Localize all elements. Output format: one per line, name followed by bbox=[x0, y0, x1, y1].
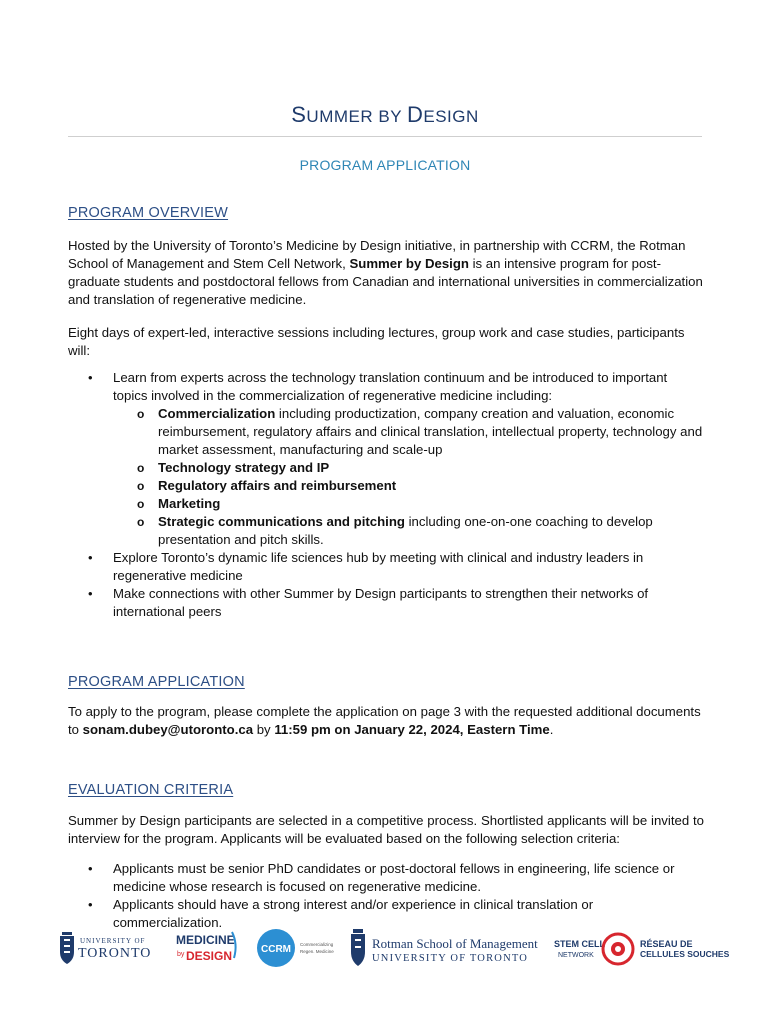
title-divider bbox=[68, 136, 702, 137]
overview-bullet-list bbox=[68, 369, 704, 621]
evaluation-intro: Summer by Design participants are selected in a competitive process. Shortlisted applicants will be invited to interview for the program. Applicants will be evaluated based on the following selection criteria: bbox=[68, 813, 704, 846]
application-heading: PROGRAM APPLICATION bbox=[68, 674, 245, 690]
uoft-crest-icon bbox=[60, 932, 74, 964]
rotman-logo bbox=[348, 924, 544, 972]
list-item: o Commercialization including productization, company creation and valuation, economic reimbursement, regulatory affairs and clinical translation, intellectual property, technology and market assessment, manufacturing and scale-up bbox=[137, 406, 703, 457]
criteria-bullet-list bbox=[68, 860, 704, 932]
list-item: • Learn from experts across the technology translation continuum and be introduced to important topics involved in the commercialization of regenerative medicine including: o Commercialization including productization, company creation and valuation, economic reimbursement, regulatory affairs and clinical translation, intellectual property, technology and market assessment, manufacturing and scale-up o Technology strategy and IP o Regulatory affairs and reimbursement o Marketing o Strategic communications and pitching including one-on-one coaching to develop presentation and pitch skills. bbox=[88, 370, 703, 547]
bullet-glyph: • bbox=[88, 550, 93, 565]
ccrm-logo bbox=[254, 924, 336, 972]
bullet-glyph: • bbox=[88, 861, 93, 876]
stem-cell-icon bbox=[603, 934, 633, 964]
sub-bullet-glyph: o bbox=[137, 461, 145, 475]
bullet-glyph: • bbox=[88, 897, 93, 912]
uoft-logo bbox=[56, 924, 160, 972]
rotman-line1: Rotman School of Management bbox=[372, 936, 538, 951]
rotman-crest-icon bbox=[351, 929, 365, 966]
scn-line1: STEM CELL bbox=[554, 939, 605, 949]
list-item: o Strategic communications and pitching including one-on-one coaching to develop presentation and pitch skills. bbox=[137, 514, 653, 547]
list-item: • Applicants should have a strong interest and/or experience in clinical translation or commercialization. bbox=[88, 897, 594, 930]
bullet-glyph: • bbox=[88, 370, 93, 385]
application-paragraph: To apply to the program, please complete the application on page 3 with the requested additional documents to sonam.dubey@utoronto.ca by 11:59 pm on January 22, 2024, Eastern Time. bbox=[68, 704, 701, 737]
stem-cell-network-logo bbox=[552, 924, 730, 972]
ccrm-tagline-1: Commercializing bbox=[300, 942, 334, 947]
list-item: • Make connections with other Summer by Design participants to strengthen their networks of international peers bbox=[88, 586, 649, 619]
evaluation-heading: EVALUATION CRITERIA bbox=[68, 782, 234, 798]
rcs-line1: RÉSEAU DE bbox=[640, 939, 693, 949]
rotman-line2: UNIVERSITY OF TORONTO bbox=[372, 953, 529, 964]
overview-paragraph-2: Eight days of expert-led, interactive sessions including lectures, group work and case studies, participants will: bbox=[68, 325, 685, 358]
overview-heading: PROGRAM OVERVIEW bbox=[68, 205, 229, 221]
contact-email[interactable]: sonam.dubey@utoronto.ca bbox=[82, 722, 254, 737]
ccrm-tagline-2: Regen. Medicine bbox=[300, 949, 334, 954]
topics-sublist bbox=[113, 405, 704, 549]
list-item: • Explore Toronto’s dynamic life sciences hub by meeting with clinical and industry leaders in regenerative medicine bbox=[88, 550, 644, 583]
rcs-line2: CELLULES SOUCHES bbox=[640, 949, 730, 959]
uoft-line1: UNIVERSITY OF bbox=[80, 937, 146, 945]
sub-bullet-glyph: o bbox=[137, 515, 145, 529]
application-deadline: 11:59 pm on January 22, 2024, Eastern Time bbox=[274, 722, 550, 737]
overview-paragraph-1: Hosted by the University of Toronto’s Medicine by Design initiative, in partnership with CCRM, the Rotman School of Management and Stem Cell Network, Summer by Design is an intensive program for post-graduate students and postdoctoral fellows from Canadian and international universities in commercialization and translation of regenerative medicine. bbox=[68, 238, 703, 307]
list-item: o Marketing bbox=[137, 496, 221, 511]
sub-bullet-glyph: o bbox=[137, 407, 145, 421]
document-subtitle: PROGRAM APPLICATION bbox=[299, 157, 471, 173]
mbd-by: by bbox=[177, 951, 185, 958]
ccrm-text: CCRM bbox=[261, 944, 291, 955]
scn-line2: NETWORK bbox=[558, 952, 594, 959]
uoft-line2: TORONTO bbox=[78, 946, 152, 961]
partner-logo-strip bbox=[56, 924, 730, 972]
sub-bullet-glyph: o bbox=[137, 479, 145, 493]
list-item: o Technology strategy and IP bbox=[137, 460, 330, 475]
list-item: • Applicants must be senior PhD candidates or post-doctoral fellows in engineering, life science or medicine whose research is focused on regenerative medicine. bbox=[88, 861, 675, 894]
mbd-line1: MEDICINE bbox=[176, 933, 235, 947]
medicine-by-design-logo bbox=[174, 924, 240, 972]
sub-bullet-glyph: o bbox=[137, 497, 145, 511]
mbd-line2: DESIGN bbox=[186, 949, 233, 963]
bullet-glyph: • bbox=[88, 586, 93, 601]
document-title: SUMMER BY DESIGN bbox=[291, 102, 479, 127]
list-item: o Regulatory affairs and reimbursement bbox=[137, 478, 397, 493]
